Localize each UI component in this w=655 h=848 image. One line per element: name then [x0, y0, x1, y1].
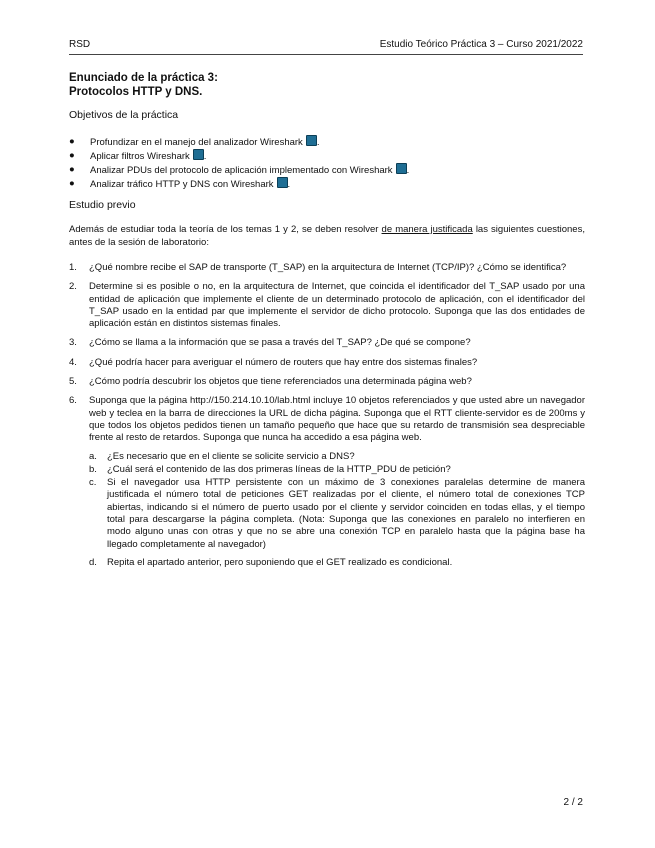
list-item: ● Analizar PDUs del protocolo de aplicación implementado con Wireshark . [69, 164, 410, 176]
header-title: Estudio Teórico Práctica 3 – Curso 2021/2022 [379, 39, 583, 50]
title-line-2: Protocolos HTTP y DNS. [69, 86, 203, 98]
question-item: 4. ¿Qué podría hacer para averiguar el número de routers que hay entre dos sistemas finales? [69, 356, 478, 368]
wireshark-icon [277, 177, 288, 188]
study-intro: Además de estudiar toda la teoría de los temas 1 y 2, se deben resolver de manera justificada las siguientes cuestiones, antes de la sesión de laboratorio: [69, 224, 585, 248]
title-line-1: Enunciado de la práctica 3: [69, 72, 218, 84]
list-item: ● Analizar tráfico HTTP y DNS con Wireshark . [69, 178, 291, 190]
objectives-list [69, 135, 589, 191]
question-item: 6. Suponga que la página http://150.214.10.10/lab.html incluye 10 objetos referenciados y que usted abre un navegador web y teclea en la barra de direcciones la URL de dicha página. Suponga que el RTT cliente-servidor es de 200ms y que todos los objetos pedidos tienen un tamaño pequeño que hace que su retardo de transmisión sea despreciable frente al resto de retardos. Suponga que nunca ha accedido a esa página web. a. ¿Es necesario que en el cliente se solicite servicio a DNS? b. ¿Cuál será el contenido de las dos primeras líneas de la HTTP_PDU de petición? c. Si el navegador usa HTTP persistente con un máximo de 3 conexiones paralelas determine de manera justificada el número total de peticiones GET realizadas por el cliente, el número total de conexiones TCP abiertas, indicando si el número de puerto usado por el cliente y servidor coinciden en todas ellas, y el tiempo total para descargarse la página completa. (Nota: Suponga que las conexiones en paralelo no interfieren en modo alguno unas con otras y que no se abre una conexión TCP en paralelo hasta que la página base ha llegado completamente al navegador) d. Repita el apartado anterior, pero suponiendo que el GET realizado es condicional. [69, 395, 585, 568]
wireshark-icon [306, 135, 317, 146]
page-header [69, 39, 583, 50]
list-item: ● Aplicar filtros Wireshark . [69, 150, 207, 162]
question-item: 1. ¿Qué nombre recibe el SAP de transporte (T_SAP) en la arquitectura de Internet (TCP/IP)? ¿Cómo se identifica? [69, 262, 567, 273]
subquestion-item: c. Si el navegador usa HTTP persistente con un máximo de 3 conexiones paralelas determine de manera justificada el número total de peticiones GET realizadas por el cliente, el número total de conexiones TCP abiertas, indicando si el número de puerto usado por el cliente y servidor coinciden en todas ellas, y el tiempo total para descargarse la página completa. (Nota: Suponga que las conexiones en paralelo no interfieren en modo alguno unas con otras y que no se abre una conexión TCP en paralelo hasta que la página base ha llegado completamente al navegador) [89, 477, 585, 550]
subquestion-item: d. Repita el apartado anterior, pero suponiendo que el GET realizado es condicional. [89, 556, 453, 568]
bullet-icon: ● [69, 178, 75, 189]
bullet-icon: ● [69, 136, 75, 147]
list-item: ● Profundizar en el manejo del analizador Wireshark . [69, 136, 320, 148]
page-number: 2 / 2 [563, 797, 583, 808]
study-heading: Estudio previo [69, 199, 136, 211]
subquestion-item: a. ¿Es necesario que en el cliente se solicite servicio a DNS? [89, 450, 355, 462]
underlined-phrase: de manera justificada [381, 224, 473, 235]
header-course: RSD [69, 39, 91, 50]
document-title [69, 71, 218, 99]
wireshark-icon [193, 149, 204, 160]
bullet-icon: ● [69, 150, 75, 161]
bullet-icon: ● [69, 164, 75, 175]
subquestion-item: b. ¿Cuál será el contenido de las dos primeras líneas de la HTTP_PDU de petición? [89, 463, 451, 475]
objectives-heading: Objetivos de la práctica [69, 109, 179, 121]
question-item: 5. ¿Cómo podría descubrir los objetos que tiene referenciados una determinada página web? [69, 376, 472, 388]
question-item: 2. Determine si es posible o no, en la arquitectura de Internet, que coincida el identificador del T_SAP usado por una entidad de aplicación que implemente el cliente de un determinado protocolo de aplicación, con el identificador del T_SAP usado en la entidad par que implemente el servidor de dicho protocolo. Suponga que las dos entidades de aplicación están en distintos sistemas finales. [69, 281, 585, 330]
wireshark-icon [396, 163, 407, 174]
subquestions-list [89, 451, 585, 570]
header-rule [69, 54, 583, 55]
question-item: 3. ¿Cómo se llama a la información que se pasa a través del T_SAP? ¿De qué se compone? [69, 337, 471, 349]
questions-list [69, 262, 585, 576]
